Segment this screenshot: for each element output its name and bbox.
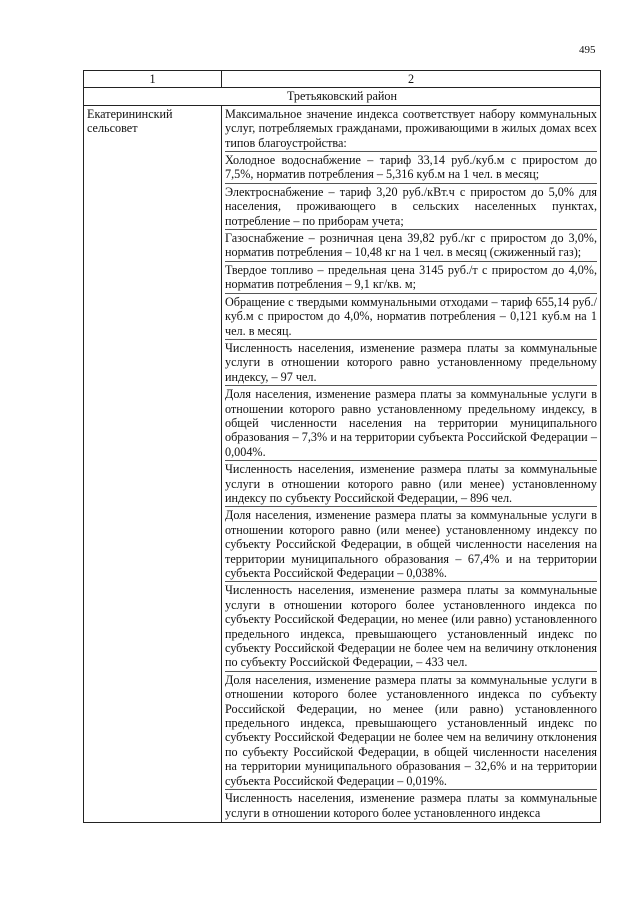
- column-number-2: 2: [222, 71, 601, 88]
- page-number: 495: [579, 44, 596, 56]
- row-content: [222, 105, 601, 822]
- paragraph-cold-water: Холодное водоснабжение – тариф 33,14 руб./куб.м с приростом до 7,5%, норматив потребления – 5,316 куб.м на 1 чел. в месяц;: [225, 153, 597, 184]
- municipality-name: Екатерининский сельсовет: [84, 105, 222, 822]
- paragraph-solid-fuel: Твердое топливо – предельная цена 3145 руб./т с приростом до 4,0%, норматив потребления – 9,1 кг/кв. м;: [225, 263, 597, 294]
- table-header-row: [84, 71, 601, 88]
- paragraph-population-equal: Численность населения, изменение размера платы за коммунальные услуги в отношении которого равно установленному предельному индексу, – 97 чел.: [225, 341, 597, 386]
- paragraph-population-less: Численность населения, изменение размера платы за коммунальные услуги в отношении которого равно (или менее) установленному индексу по субъекту Российской Федерации, – 896 чел.: [225, 462, 597, 507]
- paragraph-electricity: Электроснабжение – тариф 3,20 руб./кВт.ч с приростом до 5,0% для населения, проживающего в сельских населенных пунктах, потребление – по приборам учета;: [225, 185, 597, 230]
- paragraph-share-equal: Доля населения, изменение размера платы за коммунальные услуги в отношении которого равно установленному предельному индексу, в общей численности населения на территории муниципального образования – 7,3% и на территории субъекта Российской Федерации – 0,004%.: [225, 387, 597, 461]
- district-row: [84, 88, 601, 105]
- paragraph-waste: Обращение с твердыми коммунальными отходами – тариф 655,14 руб./куб.м с приростом до 4,0%, норматив потребления – 0,121 куб.м на 1 чел. в месяц.: [225, 295, 597, 340]
- column-number-1: 1: [84, 71, 222, 88]
- paragraph-share-more: Доля населения, изменение размера платы за коммунальные услуги в отношении которого более установленного индекса по субъекту Российской Федерации, но менее (или равно) установленного предельного индекса, превышающего установленный индекс по субъекту Российской Федерации не более чем на величину отклонения по субъекту Российской Федерации, в общей численности населения на территории муниципального образования – 32,6% и на территории субъекта Российской Федерации – 0,019%.: [225, 673, 597, 790]
- paragraph-share-less: Доля населения, изменение размера платы за коммунальные услуги в отношении которого равно (или менее) установленному индексу по субъекту Российской Федерации, в общей численности населения на территории муниципального образования – 67,4% и на территории субъекта Российской Федерации – 0,038%.: [225, 508, 597, 582]
- paragraph-gas: Газоснабжение – розничная цена 39,82 руб./кг с приростом до 3,0%, норматив потребления – 10,48 кг на 1 чел. в месяц (сжиженный газ);: [225, 231, 597, 262]
- tariff-table: [83, 70, 601, 823]
- paragraph-index-description: Максимальное значение индекса соответствует набору коммунальных услуг, потребляемых гражданами, проживающими в жилых домах всех типов благоустройства:: [225, 107, 597, 152]
- paragraph-population-more-continued: Численность населения, изменение размера платы за коммунальные услуги в отношении которого более установленного индекса: [225, 791, 597, 820]
- table-row: [84, 105, 601, 822]
- district-title: Третьяковский район: [84, 88, 601, 105]
- paragraph-population-more: Численность населения, изменение размера платы за коммунальные услуги в отношении которого более установленного индекса по субъекту Российской Федерации, но менее (или равно) установленного предельного индекса, превышающего установленный индекс по субъекту Российской Федерации не более чем на величину отклонения по субъекту Российской Федерации, – 433 чел.: [225, 583, 597, 671]
